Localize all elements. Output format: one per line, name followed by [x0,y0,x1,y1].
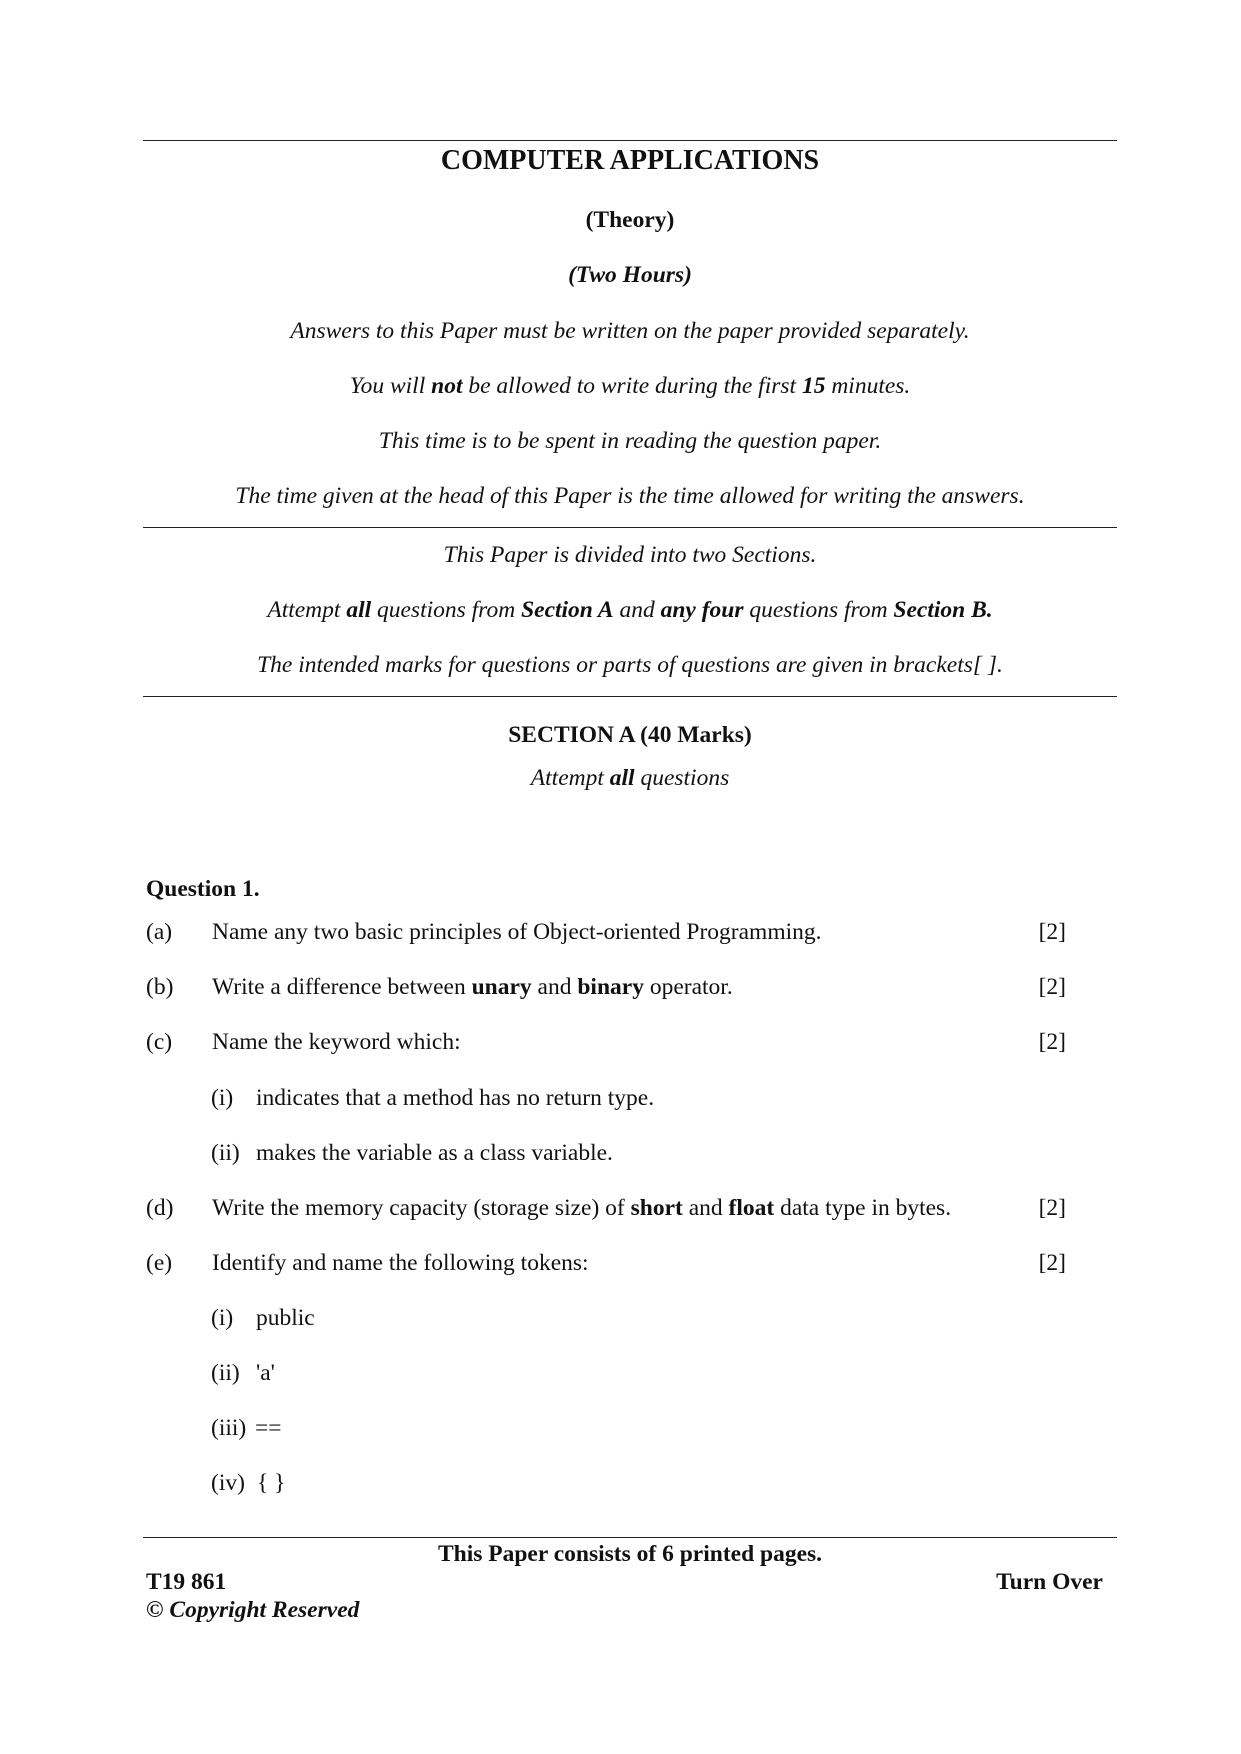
paper-duration: (Two Hours) [568,262,692,288]
sections-info-line-3: The intended marks for questions or parts of questions are given in brackets[ ]. [257,652,1003,678]
sub-label: (i) [211,1085,234,1111]
question-1-heading: Question 1. [146,876,260,902]
instruction-line-1: Answers to this Paper must be written on the paper provided separately. [290,318,970,344]
question-1b [146,972,1066,1002]
sub-text: public [256,1305,315,1331]
question-1a-text: Name any two basic principles of Object-oriented Programming. [212,919,822,945]
question-1b-marks: [2] [1038,974,1066,1000]
sub-label: (ii) [211,1140,240,1166]
sub-text: { } [257,1470,286,1496]
question-1d-label: (d) [146,1195,174,1221]
question-1e-label: (e) [146,1250,173,1276]
top-rule [143,140,1117,141]
question-1c-label: (c) [146,1029,173,1055]
question-1a [146,917,1066,947]
question-1d-text: Write the memory capacity (storage size) of short and float data type in bytes. [212,1195,952,1221]
section-a-title: SECTION A (40 Marks) [508,722,752,748]
question-1e [146,1248,1066,1278]
question-1c-marks: [2] [1038,1029,1066,1055]
sub-label: (ii) [211,1360,240,1386]
instruction-line-3: This time is to be spent in reading the question paper. [378,428,882,454]
sub-label: (iii) [211,1415,247,1441]
sub-label: (i) [211,1305,234,1331]
sections-info-line-2: Attempt all questions from Section A and any four questions from Section B. [267,597,993,623]
pages-note: This Paper consists of 6 printed pages. [437,1541,823,1567]
sub-text: makes the variable as a class variable. [256,1140,613,1166]
instructions-rule [143,527,1117,528]
question-1a-marks: [2] [1038,919,1066,945]
question-1e-text: Identify and name the following tokens: [212,1250,589,1276]
sub-text: 'a' [256,1360,275,1386]
section-a-instruction: Attempt all questions [530,765,730,791]
copyright-notice: © Copyright Reserved [146,1597,360,1623]
instruction-line-4: The time given at the head of this Paper is the time allowed for writing the answers. [235,483,1025,509]
footer-rule [143,1537,1117,1538]
question-1e-marks: [2] [1038,1250,1066,1276]
sub-label: (iv) [211,1470,245,1496]
instruction-line-2: You will not be allowed to write during the first 15 minutes. [349,373,911,399]
turn-over-label: Turn Over [996,1569,1103,1595]
sub-text: indicates that a method has no return type. [256,1085,655,1111]
page-title: COMPUTER APPLICATIONS [440,145,820,176]
sections-rule [143,696,1117,697]
sections-info-line-1: This Paper is divided into two Sections. [443,542,817,568]
paper-code: T19 861 [146,1569,227,1595]
question-1b-text: Write a difference between unary and binary operator. [212,974,733,1000]
paper-subtitle: (Theory) [585,207,675,233]
question-1d-marks: [2] [1038,1195,1066,1221]
question-1c-text: Name the keyword which: [212,1029,461,1055]
question-1c [146,1027,1066,1057]
question-1d [146,1193,1066,1223]
question-1a-label: (a) [146,919,173,945]
sub-text: == [255,1415,282,1441]
question-1b-label: (b) [146,974,174,1000]
